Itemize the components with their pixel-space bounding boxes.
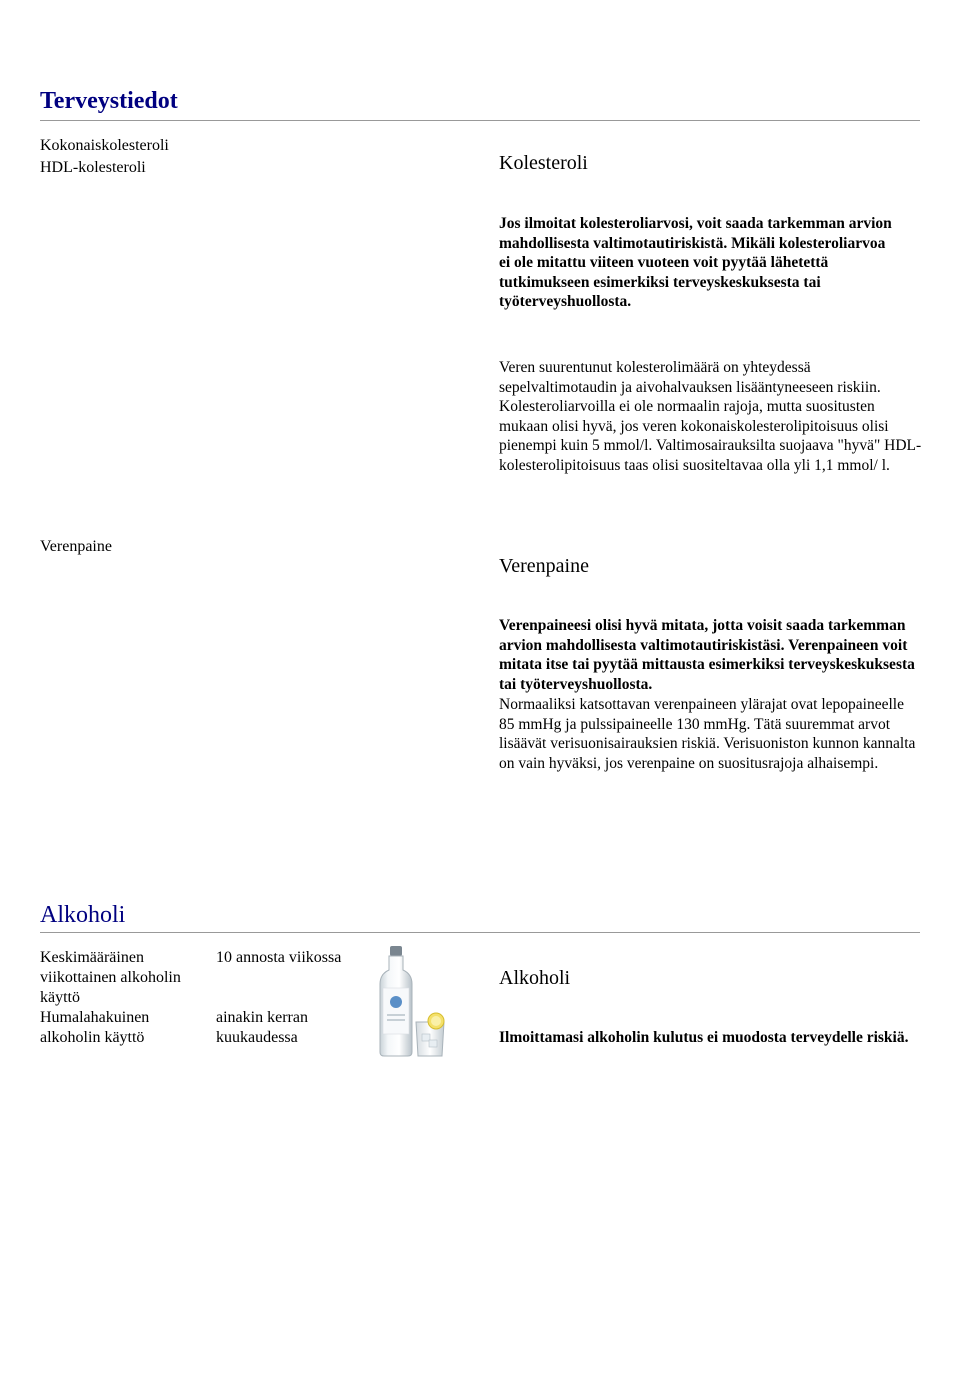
alcohol-note: Ilmoittamasi alkoholin kulutus ei muodosta terveydelle riskiä. xyxy=(499,1029,909,1046)
blood-pressure-intro-2: Verenpaineen voit mitata itse tai pyytää mittausta esimerkiksi terveyskeskuksesta tai työterveyshuollosta. xyxy=(499,636,915,693)
label-blood-pressure: Verenpaine xyxy=(40,538,112,555)
cholesterol-heading: Kolesteroli xyxy=(499,152,588,174)
health-section-divider xyxy=(40,120,920,121)
alcohol-heading: Alkoholi xyxy=(499,967,571,989)
alcohol-row-weekly-label: Keskimääräinen viikottainen alkoholin käyttö xyxy=(40,949,181,1006)
cholesterol-intro: Jos ilmoitat kolesteroliarvosi, voit saada tarkemman arvion mahdollisesta valtimotautiriskistä. Mikäli kolesteroliarvoa ei ole mitattu viiteen vuoteen voit pyytää lähetettä tutkimukseen esimerkiksi terveyskeskuksesta tai työterveyshuollosta. xyxy=(499,215,892,310)
cholesterol-body: Veren suurentunut kolesterolimäärä on yhteydessä sepelvaltimotaudin ja aivohalvauksen lisääntyneeseen riskiin. Kolesteroliarvoilla ei ole normaalin rajoja, mutta suositusten mukaan olisi hyvä, jos veren kokonaiskolesterolipitoisuus olisi pienempi kuin 5 mmol/l. Valtimosairauksilta suojaava "hyvä" HDL-kolesterolipitoisuus taas olisi suositeltavaa olla yli 1,1 mmol/ l. xyxy=(499,359,922,474)
blood-pressure-heading: Verenpaine xyxy=(499,555,589,577)
alcohol-section-divider xyxy=(40,932,920,933)
health-section-title: Terveystiedot xyxy=(40,88,178,114)
label-total-cholesterol: Kokonaiskolesteroli xyxy=(40,137,169,154)
label-hdl-cholesterol: HDL-kolesteroli xyxy=(40,159,146,176)
blood-pressure-intro xyxy=(499,616,919,694)
alcohol-section-title: Alkoholi xyxy=(40,902,126,928)
alcohol-bottle-illustration xyxy=(372,944,454,1060)
alcohol-row-binge-value: ainakin kerran kuukaudessa xyxy=(216,1009,308,1046)
alcohol-row-weekly-value: 10 annosta viikossa xyxy=(216,949,342,966)
blood-pressure-intro-1: Verenpaineesi olisi hyvä mitata, jotta voisit saada tarkemman arvion mahdollisesta valtimotautiriskistäsi. xyxy=(499,617,906,654)
blood-pressure-body: Normaaliksi katsottavan verenpaineen ylärajat ovat lepopaineelle 85 mmHg ja pulssipaineelle 130 mmHg. Tätä suuremmat arvot lisäävät verisuonisairauksien riskiä. Verisuoniston kunnon kannalta on vain hyväksi, jos verenpaine on suositusrajoja alhaisempi. xyxy=(499,696,916,772)
alcohol-row-binge-label: Humalahakuinen alkoholin käyttö xyxy=(40,1009,150,1046)
